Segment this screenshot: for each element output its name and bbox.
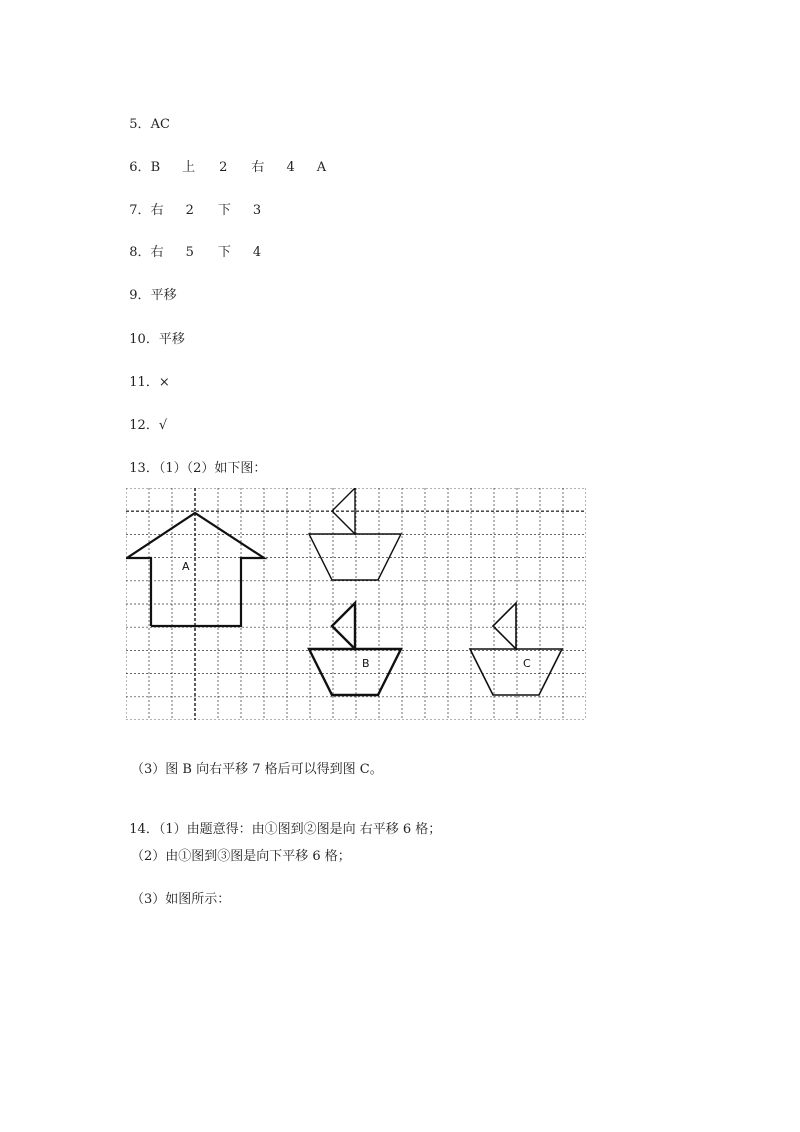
- answer-text: 右: [150, 245, 164, 260]
- figure-label-c: C: [523, 657, 531, 670]
- answer-14-line3: （3）如图所示：: [131, 892, 231, 907]
- boat-sail-b: [332, 603, 355, 649]
- answer-8: [121, 229, 261, 261]
- answer-12: [121, 402, 167, 434]
- separator: ．: [137, 160, 151, 175]
- answer-text: （1）由题意得：由①图到②图是向 右平移 6 格；: [158, 822, 442, 837]
- answer-text: AC: [150, 117, 170, 132]
- translation-grid-figure: [126, 488, 586, 720]
- answer-number: 8: [129, 245, 138, 260]
- answer-text: A: [316, 160, 327, 175]
- answer-number: 12: [129, 418, 146, 433]
- answer-9: [121, 272, 177, 304]
- separator: ．: [137, 288, 151, 303]
- figure-label-b: B: [362, 657, 370, 670]
- answer-text: ×: [158, 375, 170, 390]
- answer-text: 下: [217, 245, 231, 260]
- answer-11: [121, 359, 170, 391]
- answer-13: [121, 445, 266, 477]
- answer-number: 6: [129, 160, 138, 175]
- answer-text: 平移: [150, 288, 177, 303]
- answer-6: [121, 144, 326, 176]
- answer-number: 10: [129, 332, 146, 347]
- answer-text: 3: [252, 203, 262, 218]
- answer-text: 上: [182, 160, 196, 175]
- answer-text: 右: [150, 203, 164, 218]
- separator: ．: [137, 245, 151, 260]
- answer-text: 平移: [158, 332, 185, 347]
- separator: ．: [145, 461, 159, 476]
- separator: ．: [137, 117, 151, 132]
- answer-text: （1）（2）如下图：: [158, 461, 267, 476]
- answer-text: 4: [286, 160, 295, 175]
- answer-14-line2: （2）由①图到③图是向下平移 6 格；: [131, 849, 351, 864]
- answer-number: 14: [129, 822, 146, 837]
- answer-10: [121, 316, 185, 348]
- answer-text: B: [150, 160, 161, 175]
- answer-number: 7: [129, 203, 138, 218]
- answer-number: 9: [129, 288, 138, 303]
- answer-7: [121, 187, 261, 219]
- answer-text: 5: [185, 245, 194, 260]
- answer-text: 右: [251, 160, 265, 175]
- answer-text: 4: [252, 245, 262, 260]
- answer-number: 5: [129, 117, 138, 132]
- separator: ．: [145, 418, 159, 433]
- separator: ．: [145, 822, 159, 837]
- boat-sail-c: [493, 603, 516, 649]
- boat-hull-c: [470, 649, 562, 695]
- q13-part3: （3）图 B 向右平移 7 格后可以得到图 C。: [131, 762, 383, 777]
- boat-hull-original: [309, 534, 401, 580]
- figure-label-a: A: [182, 560, 190, 573]
- answer-text: 2: [219, 160, 228, 175]
- separator: ．: [137, 203, 151, 218]
- answer-5: [121, 101, 170, 133]
- answer-number: 11: [129, 375, 146, 390]
- answer-text: 下: [217, 203, 231, 218]
- answer-text: √: [158, 418, 168, 433]
- boat-hull-b: [309, 649, 401, 695]
- answer-text: 2: [185, 203, 194, 218]
- separator: ．: [145, 375, 159, 390]
- separator: ．: [145, 332, 159, 347]
- answer-14-line1: [121, 806, 441, 838]
- answer-number: 13: [129, 461, 146, 476]
